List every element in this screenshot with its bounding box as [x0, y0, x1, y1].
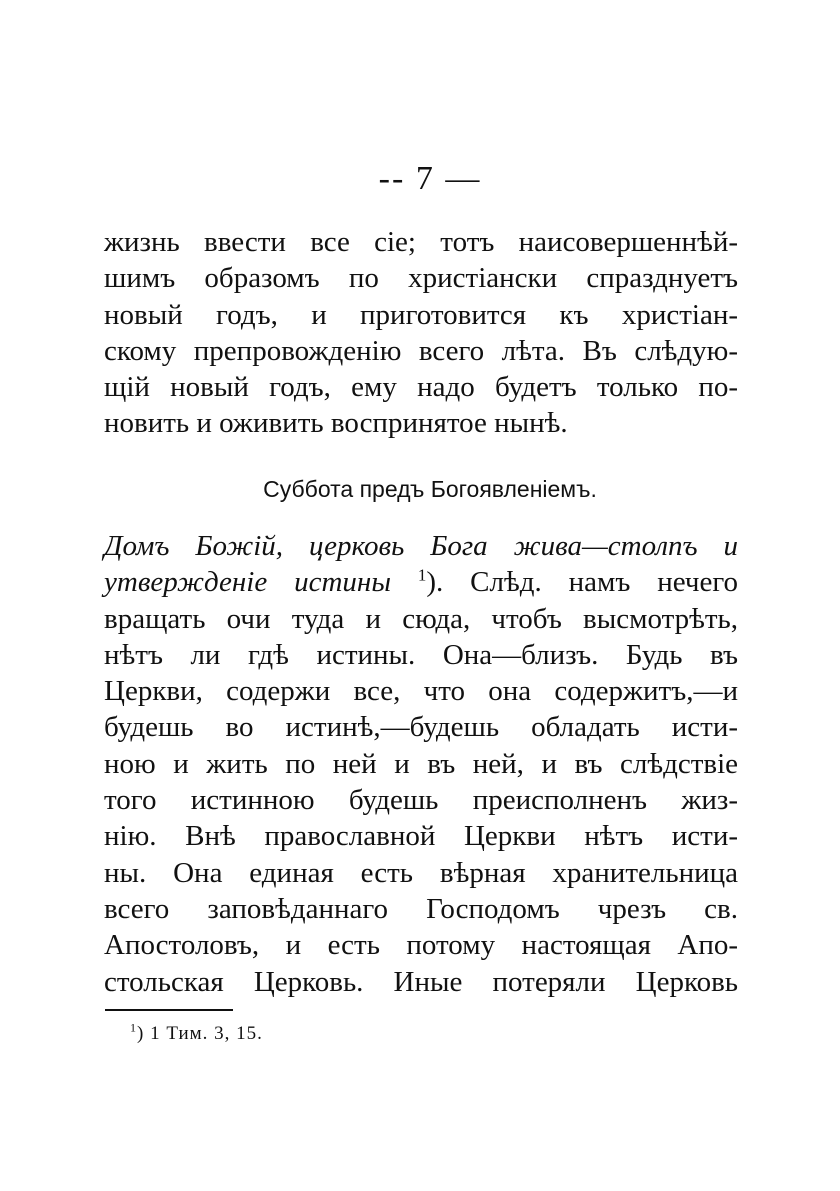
text-line: Церкви, содержи все, что она содержитъ,—и [104, 675, 738, 708]
text-line: новый годъ, и приготовится къ христіан- [104, 298, 738, 331]
text-line: жизнь ввести все сіе; тотъ наисовершеннѣй- [104, 226, 738, 258]
text-line: скому препровожденію всего лѣта. Въ слѣдую- [104, 334, 738, 367]
text-line: шимъ образомъ по христіански спразднуетъ [104, 262, 738, 295]
text-line: ною и жить по ней и въ ней, и въ слѣдствіе [104, 747, 738, 780]
footnote-reference[interactable]: 1 [417, 565, 427, 585]
scripture-quote-line: Домъ Божій, церковь Бога жива—столпъ и [104, 530, 738, 562]
footnote-text: ) 1 Тим. 3, 15. [137, 1023, 263, 1044]
paragraph-2 [104, 528, 738, 1000]
scripture-quote-end: утвержденіе истины [104, 566, 391, 599]
text-line: будешь во истинѣ,—будешь обладать исти- [104, 711, 738, 744]
page-number: -- 7 — [378, 160, 482, 197]
paragraph-1 [104, 224, 738, 442]
text-line: ны. Она единая есть вѣрная хранительница [104, 856, 738, 889]
footnote-divider [105, 1009, 233, 1011]
text-line [104, 564, 738, 600]
footnote [130, 1020, 263, 1045]
section-heading: Суббота предъ Богоявленіемъ. [263, 476, 597, 502]
footnote-mark: 1 [130, 1020, 137, 1035]
text-line: стольская Церковь. Иные потеряли Церковь [104, 965, 738, 998]
text-line: новить и оживить воспринятое нынѣ. [104, 407, 568, 440]
text-line: вращать очи туда и сюда, чтобъ высмотрѣть, [104, 602, 738, 635]
text-line: всего заповѣданнаго Господомъ чрезъ св. [104, 892, 738, 925]
text-line: щій новый годъ, ему надо будетъ только по- [104, 371, 738, 404]
text-line: нѣтъ ли гдѣ истины. Она—близъ. Будь въ [104, 638, 738, 671]
text-line: Апостоловъ, и есть потому настоящая Апо- [104, 929, 738, 962]
text-fragment: ). Слѣд. намъ нечего [426, 566, 739, 599]
text-line: того истинною будешь преисполненъ жиз- [104, 784, 738, 817]
text-line: нію. Внѣ православной Церкви нѣтъ исти- [104, 820, 738, 853]
